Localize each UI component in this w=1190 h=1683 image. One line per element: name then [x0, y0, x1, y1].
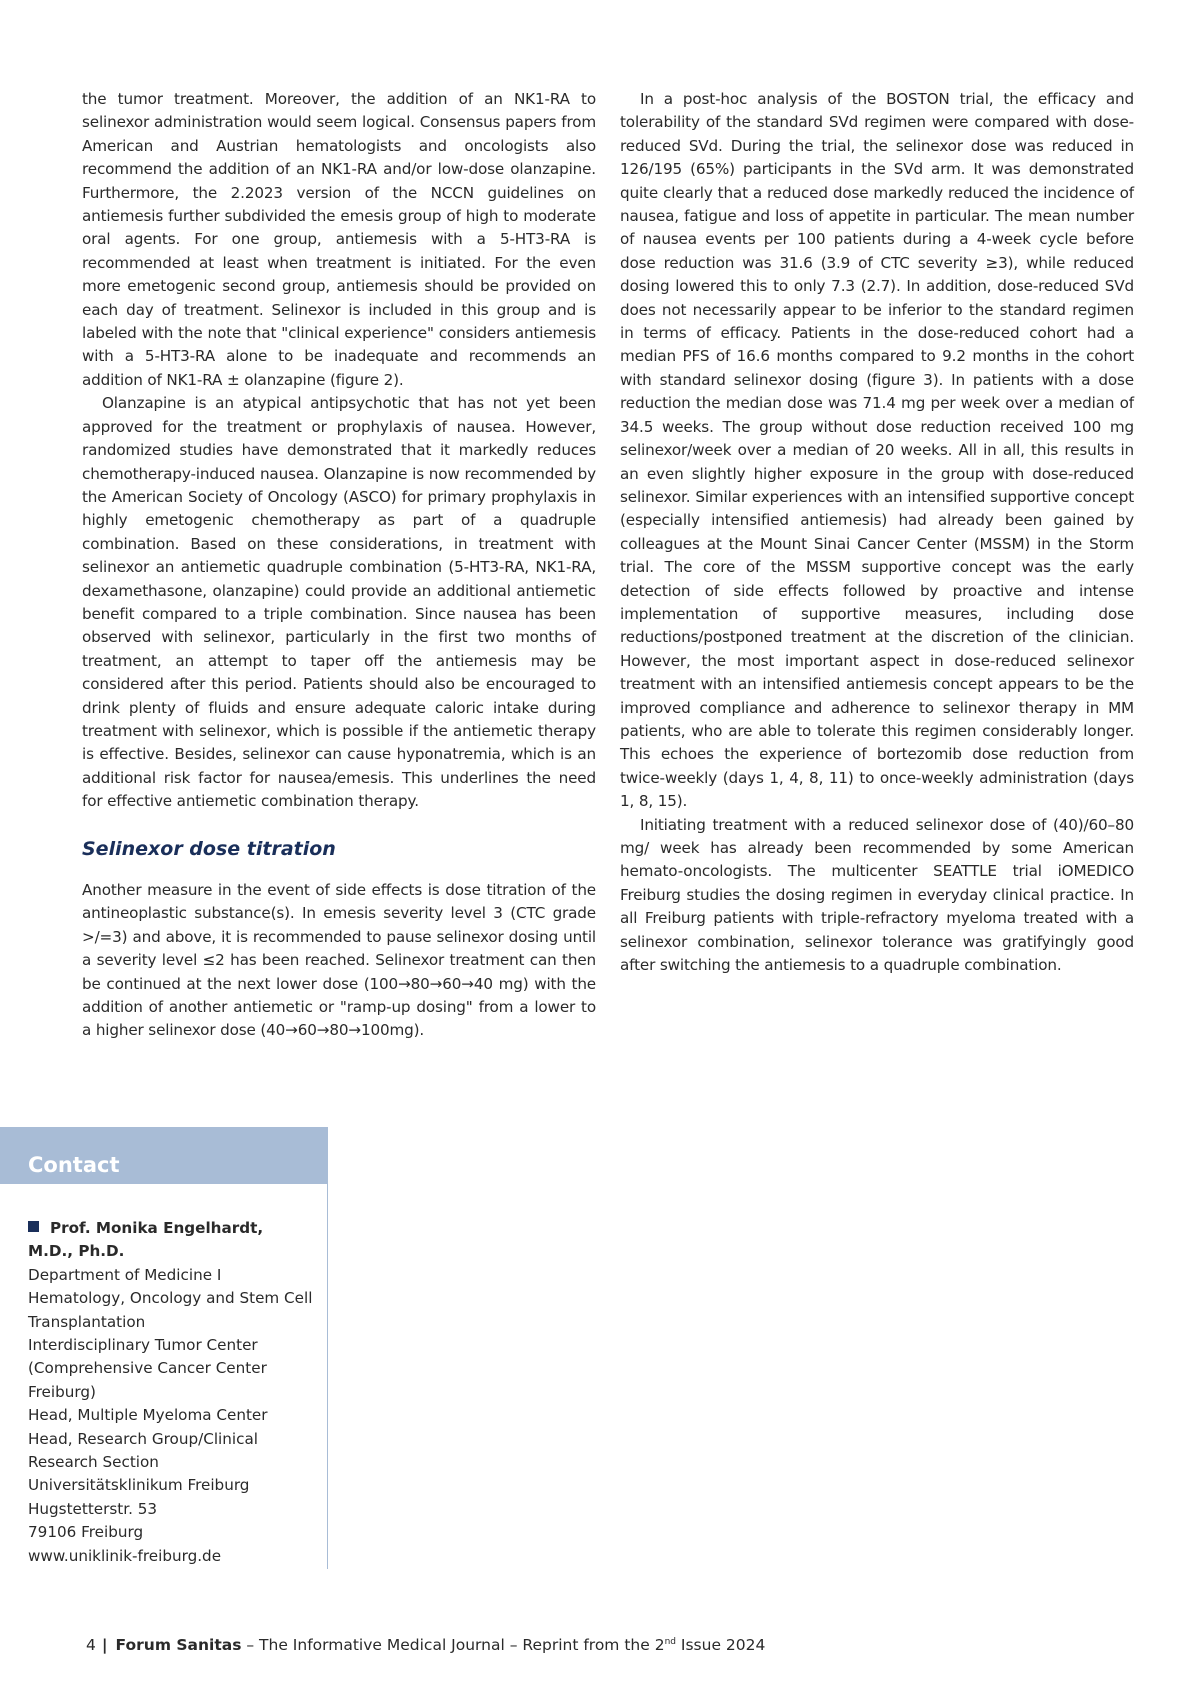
contact-line: (Comprehensive Cancer Center: [28, 1359, 267, 1378]
contact-details: [28, 1217, 320, 1568]
footer-separator: |: [101, 1636, 108, 1654]
contact-header: [0, 1127, 328, 1184]
footer-superscript: nd: [664, 1636, 676, 1647]
page-footer: [86, 1636, 765, 1654]
contact-degree: M.D., Ph.D.: [28, 1242, 125, 1261]
body-paragraph: In a post-hoc analysis of the BOSTON trial, the efficacy and tolerability of the standard SVd regimen were compared with dose-reduced SVd. During the trial, the selinexor dose was reduced in 126/195 (65%) participants in the SVd arm. It was demonstrated quite clearly that a reduced dose markedly reduced the incidence of nausea, fatigue and loss of appetite in particular. The mean number of nausea events per 100 patients during a 4-week cycle before dose reduction was 31.6 (3.9 of CTC severity ≥3), while reduced dosing lowered this to only 7.3 (2.7). In addition, dose-reduced SVd does not necessarily appear to be inferior to the standard regimen in terms of efficacy. Patients in the dose-reduced cohort had a median PFS of 16.6 months compared to 9.2 months in the cohort with standard selinexor dosing (figure 3). In patients with a dose reduction the median dose was 71.4 mg per week over a median of 34.5 weeks. The group without dose reduction received 100 mg selinexor/week over a median of 20 weeks. All in all, this results in an even slightly higher exposure in the group with dose-reduced selinexor. Similar experiences with an intensified supportive concept (especially intensified antiemesis) had already been gained by colleagues at the Mount Sinai Cancer Center (MSSM) in the Storm trial. The core of the MSSM supportive concept was the early detection of side effects followed by proactive and intense implementation of supportive measures, including dose reductions/postponed treatment at the discretion of the clinician. However, the most important aspect in dose-reduced selinexor treatment with an intensified antiemesis concept appears to be the improved compliance and adherence to selinexor therapy in MM patients, who are able to tolerate this regimen considerably longer. This echoes the experience of bortezomib dose reduction from twice-weekly (days 1, 4, 8, 11) to once-weekly administration (days 1, 8, 15).: [620, 90, 1134, 811]
contact-line: Interdisciplinary Tumor Center: [28, 1336, 258, 1355]
contact-line: Universitätsklinikum Freiburg: [28, 1476, 250, 1495]
journal-name: Forum Sanitas: [115, 1636, 242, 1654]
contact-box: [0, 1127, 328, 1569]
contact-line: Hugstetterstr. 53: [28, 1499, 158, 1518]
left-column: [82, 88, 596, 1043]
contact-line: Head, Multiple Myeloma Center: [28, 1406, 268, 1425]
contact-line: Head, Research Group/Clinical: [28, 1429, 258, 1448]
section-heading: Selinexor dose titration: [82, 837, 336, 860]
contact-line: Freiburg): [28, 1382, 96, 1401]
footer-tagline: – The Informative Medical Journal – Reprint from the 2: [241, 1636, 665, 1654]
body-paragraph: Another measure in the event of side effects is dose titration of the antineoplastic substance(s). In emesis severity level 3 (CTC grade >/=3) and above, it is recommended to pause selinexor dosing until a severity level ≤2 has been reached. Selinexor treatment can then be continued at the next lower dose (100→80→60→40 mg) with the addition of another antiemetic or "ramp-up dosing" from a lower to a higher selinexor dose (40→60→80→100mg).: [82, 881, 596, 1040]
right-column: [620, 88, 1134, 977]
contact-website-link[interactable]: www.uniklinik-freiburg.de: [28, 1546, 222, 1565]
body-paragraph: the tumor treatment. Moreover, the addition of an NK1-RA to selinexor administration would seem logical. Consensus papers from American and Austrian hematologists and oncologists also recommend the addition of an NK1-RA and/or low-dose olanzapine. Furthermore, the 2.2023 version of the NCCN guidelines on antiemesis further subdivided the emesis group of high to moderate oral agents. For one group, antiemesis with a 5-HT3-RA is recommended at least when treatment is initiated. For the even more emetogenic second group, antiemesis should be provided on each day of treatment. Selinexor is included in this group and is labeled with the note that "clinical experience" considers antiemesis with a 5-HT3-RA alone to be inadequate and recommends an addition of NK1-RA ± olanzapine (figure 2).: [82, 90, 596, 389]
contact-line: Transplantation: [28, 1312, 146, 1331]
contact-line: Department of Medicine I: [28, 1265, 222, 1284]
contact-line: Research Section: [28, 1453, 159, 1472]
body-paragraph: Olanzapine is an atypical antipsychotic that has not yet been approved for the treatment or prophylaxis of nausea. However, randomized studies have demonstrated that it markedly reduces chemotherapy-induced nausea. Olanzapine is now recommended by the American Society of Oncology (ASCO) for primary prophylaxis in highly emetogenic chemotherapy as part of a quadruple combination. Based on these considerations, in treatment with selinexor an antiemetic quadruple combination (5-HT3-RA, NK1-RA, dexamethasone, olanzapine) could provide an additional antiemetic benefit compared to a triple combination. Since nausea has been observed with selinexor, particularly in the first two months of treatment, an attempt to taper off the antiemesis may be considered after this period. Patients should also be encouraged to drink plenty of fluids and ensure adequate caloric intake during treatment with selinexor, which is possible if the antiemetic therapy is effective. Besides, selinexor can cause hyponatremia, which is an additional risk factor for nausea/emesis. This underlines the need for effective antiemetic combination therapy.: [82, 394, 596, 811]
contact-name: [28, 1217, 320, 1240]
contact-divider: [327, 1184, 328, 1569]
square-bullet-icon: [28, 1221, 39, 1232]
contact-title: Contact: [28, 1153, 120, 1177]
contact-line: 79106 Freiburg: [28, 1523, 144, 1542]
footer-tagline-end: Issue 2024: [675, 1636, 766, 1654]
page-number: 4: [86, 1636, 96, 1654]
contact-line: Hematology, Oncology and Stem Cell: [28, 1289, 313, 1308]
contact-name-line: Prof. Monika Engelhardt,: [50, 1219, 264, 1237]
body-paragraph: Initiating treatment with a reduced selinexor dose of (40)/60–80 mg/ week has already been recommended by some American hemato-oncologists. The multicenter SEATTLE trial iOMEDICO Freiburg studies the dosing regimen in everyday clinical practice. In all Freiburg patients with triple-refractory myeloma treated with a selinexor combination, selinexor tolerance was gratifyingly good after switching the antiemesis to a quadruple combination.: [620, 815, 1134, 975]
